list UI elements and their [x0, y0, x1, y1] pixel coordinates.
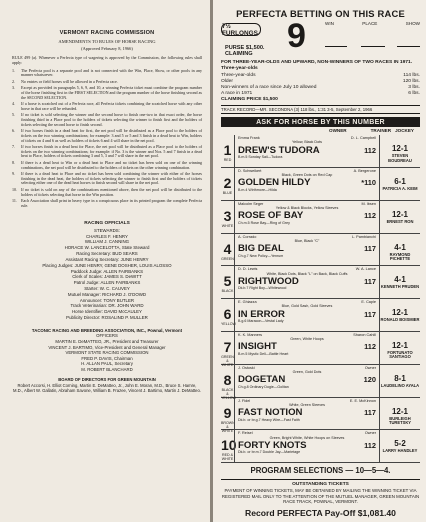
- post-number: 10: [221, 437, 237, 454]
- entries-list: [221, 135, 420, 463]
- owner-name: E. Ghiazza: [238, 300, 257, 305]
- weight-value: 120 lbs.: [402, 78, 420, 84]
- official-line: HORACE W. LANCELOTTA, State Steward: [64, 245, 150, 251]
- saddle-cloth-color: BLACK: [221, 289, 234, 294]
- post-position: [221, 201, 234, 233]
- silks-description: Green, White Hoops: [290, 337, 324, 342]
- horse-name: ROSE OF BAY: [238, 210, 304, 222]
- race-header: [221, 17, 420, 58]
- pedigree: Ch.m.5 Rose Bay—Ring of Grey: [238, 220, 290, 225]
- jockey-name: ERNEST RON: [386, 218, 414, 224]
- pedigree: B.m.5 Mystic Dell—Battle Heart: [238, 351, 289, 356]
- saddle-cloth-color: WHITE: [221, 223, 234, 228]
- association-line: MARTIN E. DeMATTEO, JR., President and Treasurer: [55, 338, 159, 344]
- record-payoff: [221, 508, 420, 518]
- perfecta-banner: PERFECTA BETTING ON THIS RACE: [236, 8, 405, 19]
- entry-details: [234, 201, 380, 233]
- rule-number: 9.: [12, 170, 16, 176]
- official-line: Patrol Judge: ALLEN FAIRBANKS: [73, 280, 141, 286]
- race-type: CLAIMING: [225, 51, 253, 58]
- weights-list: [221, 73, 420, 98]
- rule-item: [12, 161, 202, 171]
- weight-value: 6 lbs.: [408, 90, 420, 96]
- horse-line: [238, 342, 376, 352]
- jockey-name: STEVEN BOUDREAU: [388, 153, 412, 163]
- official-line: STEWARDS:: [94, 227, 120, 233]
- entry-details: [234, 365, 380, 397]
- horse-line: [238, 441, 376, 451]
- rule-item: [12, 188, 202, 198]
- rule-item: [12, 199, 202, 209]
- horse-name: INSIGHT: [238, 341, 277, 353]
- official-line: Assistant Racing Secretary: JUNE HENRY: [65, 256, 149, 262]
- trainer-name: Owner: [364, 365, 376, 370]
- morning-line-odds: 12-1: [391, 406, 408, 416]
- official-line: Placing Judges: JUNE HENRY, GENE DOSHER, LOUIS ALOSSO: [42, 262, 172, 268]
- post-position: [221, 234, 234, 266]
- horse-weight: 117: [364, 407, 376, 417]
- outstanding-tickets: [221, 479, 420, 505]
- official-line: Paddock Judge: ALLEN FAIRBANKS: [70, 268, 144, 274]
- horse-name: DOGETAN: [238, 374, 286, 386]
- silks-description: Blue, Black "C": [294, 238, 320, 243]
- saddle-cloth-color: BROWN & WHITE: [221, 420, 235, 433]
- jockey-name: LAUDELINO AYALA: [380, 382, 420, 388]
- conditions-text: FOR THREE-YEAR-OLDS AND UPWARD, NON-WINNERS OF TWO RACES IN 1971. Three-year-olds: [221, 60, 413, 72]
- owner-name: J. Fidel: [238, 398, 251, 403]
- saddle-cloth-color: YELLOW: [221, 322, 236, 327]
- rule-text: Except as provided in paragraphs 5, 6, 9, and 10, a winning Perfecta ticket must combine the program number of the horse finishing first in the FIRST SELECTION and the program number of the horse finishing second as the SECOND SELECTION.: [21, 85, 202, 100]
- horse-name: BIG DEAL: [238, 242, 284, 254]
- morning-line-odds: 4-1: [394, 275, 406, 285]
- association-block: [12, 328, 202, 373]
- payoff-label: Record PERFECTA Pay-Off: [245, 507, 356, 518]
- pedigree: B.g.6 Maracon—Vestal Lady: [238, 319, 284, 324]
- jockey-name: PATRICIA A. KEIM: [382, 185, 418, 191]
- approved-date: (Approved February 8, 1966): [81, 46, 133, 51]
- horse-weight: 117: [364, 309, 376, 319]
- morning-line-odds: 12-1: [391, 144, 408, 154]
- jockey-name: BURLEIGH TURETSKY: [388, 415, 412, 426]
- saddle-cloth-color: RED: [223, 158, 232, 163]
- rule-number: 2.: [12, 78, 16, 84]
- official-line: Horse Identifier: DAVID McCAULEY: [72, 309, 142, 315]
- entry-details: [234, 398, 380, 430]
- directors-names: Robert Accorsi, H. Elliot Corning, Martin E. DeMatteo, Jr., John E. Moran, M.D., Bruce S. Hamre, M.D., Albert W. Gallatin, Abraham Savone, William B. Frazee, Vincent J. Bartimo, Martin J. DeMatteo.: [13, 382, 201, 394]
- rule-text: If there is a dead heat to Win or a dead heat to Place and no ticket has been sold on one of the winning combinations, the net pool will be distributed to the holders of tickets on the other winning combination.: [21, 159, 202, 170]
- jockey-block: [380, 299, 420, 331]
- trainer-name: E. Caple: [361, 300, 376, 305]
- outstanding-text: PAYMENT OF WINNING TICKETS, MAY BE OBTAINED BY MAILING THE WINNING TICKET VIA REGISTERED MAIL ONLY TO THE ATTENTION OF THE MUTUEL MANAGER, GREEN MOUNTAIN RACE TRACK, POWNAL, VERMONT.: [221, 488, 420, 505]
- horse-weight: 112: [364, 145, 376, 155]
- entry-details: [234, 332, 380, 364]
- post-number: 4: [223, 240, 232, 257]
- post-number: 2: [223, 174, 232, 191]
- trainer-column-header: TRAINER: [370, 128, 392, 134]
- official-line: WILLIAM J. CANNING: [84, 239, 130, 245]
- association-line: VERMONT STATE RACING COMMISSION: [65, 350, 149, 356]
- rule-item: [12, 80, 202, 85]
- column-headers: [221, 128, 420, 135]
- rule-number: 8.: [12, 159, 16, 165]
- horse-weight: 117: [364, 243, 376, 253]
- rule-number: 3.: [12, 85, 16, 91]
- program-selections: PROGRAM SELECTIONS — 10—5—4.: [250, 466, 391, 476]
- entry-details: [234, 299, 380, 331]
- silks-description: White, Black Dots, Black "L" on Back, Black Cuffs: [266, 271, 348, 276]
- association-officers: [12, 333, 202, 372]
- post-number: 1: [223, 142, 232, 159]
- post-position: [221, 266, 234, 298]
- horse-weight: 117: [364, 276, 376, 286]
- owner-name: D. D. Lewis: [238, 267, 258, 272]
- trainer-name: Owner: [364, 431, 376, 436]
- association-line: VINCENT J. BARTIMO, Vice-President and General Manager: [48, 344, 166, 350]
- weight-label: Three-year-olds: [221, 72, 256, 78]
- racing-officials: [12, 221, 202, 321]
- official-line: Racing Secretary: BUD SEARS: [76, 251, 138, 257]
- post-number: 3: [223, 207, 232, 224]
- win-place-show-header: [325, 21, 420, 26]
- jockey-block: [380, 168, 420, 200]
- owner-name: A. Corrado: [238, 234, 257, 239]
- morning-line-odds: 8-1: [394, 373, 406, 383]
- horse-line: [238, 310, 376, 320]
- entry-details: [234, 234, 380, 266]
- ask-for-horse-bar: ASK FOR HORSE BY THIS NUMBER: [221, 117, 420, 127]
- entry-row: [221, 398, 420, 431]
- rule-number: 10.: [12, 186, 18, 192]
- rule-number: 11.: [12, 197, 17, 203]
- trainer-name: A. Bergerone: [353, 168, 376, 173]
- entry-row: [221, 332, 420, 365]
- horse-name: FORTY KNOTS: [238, 439, 307, 451]
- pedigree: Ch.g.8 Ordinary Dogie—Golitan: [238, 384, 289, 389]
- entry-row: [221, 135, 420, 168]
- association-line: OFFICERS: [96, 333, 118, 339]
- jockey-block: [380, 398, 420, 430]
- official-line: Publicity Director: ROSALIND P. MULLER: [66, 315, 148, 321]
- horse-name: DREW'S TUDORA: [238, 144, 320, 156]
- owner-name: F. Reisel: [238, 431, 253, 436]
- silks-description: Blue, Gold Sash, Gold Sleeves: [281, 304, 333, 309]
- owner-name: Malcolm Seger: [238, 201, 264, 206]
- weight-value: 3 lbs.: [408, 84, 420, 90]
- official-line: CHARLES F. HENRY: [86, 233, 128, 239]
- post-number: 9: [223, 404, 232, 421]
- right-page: [213, 0, 426, 522]
- trainer-name: W. A. Lance: [355, 267, 376, 272]
- post-position: [221, 332, 234, 367]
- post-number: 6: [223, 306, 232, 323]
- morning-line-odds: 6-1: [394, 176, 406, 186]
- rule-item: [12, 172, 202, 186]
- rule-item: [12, 113, 202, 127]
- horse-name: RIGHTWOOD: [238, 275, 299, 287]
- weight-value: 114 lbs.: [403, 72, 420, 78]
- official-line: Announcer: TONY BUTLER: [79, 297, 135, 303]
- place-write-line: [361, 27, 385, 47]
- rule-text: If no ticket is sold on any of the combinations mentioned above, then the net pool will be distributed to the holders of tickets selecting that horse in the Win position.: [21, 186, 202, 197]
- saddle-cloth-color: GREEN & WHITE: [221, 354, 234, 367]
- horse-name: FAST NOTION: [238, 406, 303, 418]
- saddle-cloth-color: BLUE: [222, 190, 233, 195]
- official-line: Starter: W. C. CAUVEY: [84, 285, 130, 291]
- rule-text: No entries or field horses will be allowed in a Perfecta race.: [21, 78, 118, 84]
- purse: PURSE $1,500.: [225, 45, 265, 51]
- horse-weight: 120: [363, 375, 376, 385]
- horse-line: [238, 375, 376, 385]
- silks-description: Yellow, Black Dots: [292, 140, 322, 145]
- horse-name: GOLDEN HILDY: [238, 177, 311, 189]
- association-line: M. ROBERT BLANCHARD: [81, 366, 133, 372]
- horse-line: [238, 277, 376, 287]
- pedigree: Ch.g.7 New Policy—Yenrum: [238, 253, 284, 258]
- owner-name: D. Schweikert: [238, 168, 262, 173]
- silks-description: Green, Gold Dots: [292, 369, 322, 374]
- saddle-cloth-color: GREEN: [221, 256, 234, 261]
- race-conditions: [221, 60, 420, 103]
- post-position: [221, 430, 237, 462]
- jockey-block: [380, 430, 420, 462]
- morning-line-odds: 12-1: [391, 308, 408, 318]
- weight-label: A race in 1971: [221, 90, 253, 96]
- rule-intro: RULE 499 (a). Whenever a Perfecta type of wagering is approved by the Commission, the following rules shall apply:: [12, 55, 202, 65]
- rule-text: If two horses finish in a dead heat for first, the net pool will be distributed as a Place pool to the holders of tickets on the two winning combinations; for example: 3 and 5 or 5 and 3 finish in a dead heat to Win, holders of tickets on 4 and 6 as well as holders of tickets 6 and 4 will share in the net pool.: [21, 128, 202, 143]
- entry-details: [234, 430, 380, 462]
- rule-number: 1.: [12, 67, 16, 73]
- owner-name: J. Ostoski: [238, 365, 255, 370]
- rule-item: [12, 102, 202, 112]
- rule-text: Each Association shall print in heavy type in a conspicuous place in its printed program the complete Perfecta rule.: [21, 197, 202, 208]
- pedigree: Dk.b. or br.m.7 Double Jay—Marietage: [238, 450, 301, 455]
- silks-description: Green, Bright White, White Hoops on Sleeves: [269, 435, 345, 440]
- rules-list: [12, 69, 202, 209]
- silks-description: White, Green Sleeves: [289, 402, 325, 407]
- pedigree: B.m.5 Sonday Sail—Tudora: [238, 155, 283, 160]
- rule-text: If a horse is scratched out of a Perfecta race, all Perfecta tickets combining the scratched horse with any other horse in that race will be refunded.: [21, 101, 202, 111]
- weight-label: Non-winners of a race since July 10 allowed: [221, 84, 317, 90]
- horse-line: [238, 178, 376, 188]
- trainer-name: D. L. Campbell: [350, 136, 376, 141]
- entry-row: [221, 365, 420, 398]
- association-heading: TACONIC RACING AND BREEDING ASSOCIATION, INC., Pownal, Vermont: [31, 327, 183, 333]
- official-line: Track Veterinarian: DR. JOHN WARD: [70, 303, 144, 309]
- entry-row: [221, 168, 420, 201]
- trainer-name: Sharon Cahill: [353, 332, 376, 337]
- entry-row: [221, 299, 420, 332]
- left-page: [0, 0, 210, 522]
- post-position: [221, 299, 234, 331]
- trainer-name: M. Ibsen: [361, 201, 376, 206]
- jockey-name: RAYMOND PICHETTE: [389, 251, 411, 262]
- rule-number: 6.: [12, 128, 16, 134]
- horse-weight: 112: [364, 342, 376, 352]
- horse-line: [238, 211, 376, 221]
- horse-weight: 112: [364, 211, 376, 221]
- rule-text: If there is a dead heat to Place and no ticket has been sold combining the winner with either of the horses finishing in the dead heat, the holders of tickets selecting the winner to finish first and the holders of tickets selecting either one of the dead heat horses to finish second will share in the net pool.: [21, 170, 202, 186]
- win-write-line: [325, 27, 347, 47]
- horse-line: [238, 408, 376, 418]
- jockey-column-header: JOCKEY: [395, 128, 414, 134]
- rule-item: [12, 129, 202, 143]
- rule-text: The Perfecta pool is a separate pool and is not connected with the Win, Place, Show, or other pools in any manner whatsoever.: [21, 67, 202, 78]
- trainer-name: L. Pambianchi: [351, 234, 376, 239]
- morning-line-odds: 5-2: [394, 439, 406, 449]
- amendments-subtitle: AMENDMENTS TO RULES OF HORSE RACING: [58, 39, 156, 44]
- morning-line-odds: 12-1: [391, 340, 408, 350]
- entry-details: [234, 135, 380, 167]
- post-position: [221, 365, 236, 400]
- jockey-block: [380, 135, 420, 167]
- jockey-name: FORTUNATO SANTIAGO: [387, 349, 413, 360]
- horse-weight: *110: [361, 178, 376, 188]
- morning-line-odds: 12-1: [391, 209, 408, 219]
- payoff-value: $1,081.40: [357, 507, 396, 518]
- official-line: Clerk of Scales: JAMES S. DeWITT: [72, 274, 142, 280]
- distance-badge: 7½ FURLONGS: [221, 23, 261, 36]
- jockey-block: [380, 234, 420, 266]
- post-position: [221, 398, 235, 433]
- entry-row: [221, 201, 420, 234]
- post-position: [221, 135, 234, 167]
- saddle-cloth-color: BLACK & YELLOW: [221, 387, 236, 400]
- track-record: TRACK RECORD—MR. SECONDNA (3) 118 lbs., 1:31 3-5, September 2, 1966: [221, 105, 420, 114]
- rule-number: 7.: [12, 143, 16, 149]
- saddle-cloth-color: RED & WHITE: [221, 453, 234, 462]
- association-line: FRED P. DAVIS, Chairman: [81, 355, 133, 361]
- directors-heading: BOARD OF DIRECTORS FOR GREEN MOUNTAIN: [58, 377, 156, 383]
- post-number: 8: [223, 371, 232, 388]
- owner-name: K. K. Manners: [238, 332, 263, 337]
- post-number: 7: [223, 338, 232, 355]
- pedigree: B.m.4 Wirthmore—Hilda: [238, 187, 277, 192]
- official-line: Mutuel Manager: RICHARD J. O'DOWD: [67, 291, 147, 297]
- weight-label: Older: [221, 78, 233, 84]
- entry-details: [234, 266, 380, 298]
- post-position: [221, 168, 234, 200]
- rule-text: If no ticket is sold selecting the winner and the second horse to finish one-two in that exact order, the horse finishing third in a Place pool to the holders of tickets selecting the winner to finish first and the holders of tickets selecting the second horse to finish second.: [21, 112, 202, 127]
- horse-weight: 112: [364, 440, 376, 450]
- jockey-block: [380, 201, 420, 233]
- win-label: WIN: [325, 21, 334, 26]
- show-label: SHOW: [405, 21, 420, 26]
- jockey-name: KENNETH PRUDEN: [380, 284, 420, 290]
- horse-line: [238, 146, 376, 156]
- entry-row: [221, 266, 420, 299]
- entry-row: [221, 234, 420, 267]
- rule-text: If two horses finish in a dead heat for Place, the net pool will be distributed as a Place pool to the holders of tickets on the two winning combinations; for example: if No. 3 is the winner and Nos. 5 and 7 finish in a dead heat to Place, holders of tickets combining 3 and 5, 3 and 7 will share in the net pool.: [21, 143, 202, 159]
- officials-list: [12, 228, 202, 321]
- jockey-block: [380, 266, 420, 298]
- silks-description: Yellow & Black Blocks, Yellow Sleeves: [275, 205, 339, 210]
- pedigree: Dk.b. or br.g.7 Heavy Wire—Fast Faith: [238, 417, 300, 422]
- rule-number: 4.: [12, 101, 16, 107]
- directors-block: [12, 377, 202, 393]
- jockey-block: [380, 332, 420, 364]
- pedigree: Dk.b.7 Right Boy—Whitewood: [238, 286, 287, 291]
- jockey-block: [380, 365, 420, 397]
- post-number: 5: [223, 273, 232, 290]
- horse-name: IN ERROR: [238, 308, 285, 320]
- show-write-line: [397, 27, 420, 47]
- claiming-price: CLAIMING PRICE $1,500: [221, 97, 278, 103]
- commission-title: VERMONT RACING COMMISSION: [59, 30, 155, 36]
- owner-name: Emma Frank: [238, 136, 260, 141]
- rule-item: [12, 69, 202, 79]
- horse-line: [238, 244, 376, 254]
- jockey-name: RONALD BOISMIER: [380, 317, 420, 323]
- association-line: H. ALLAN PAUL, Secretary: [81, 361, 133, 367]
- owner-column-header: OWNER: [329, 128, 347, 134]
- outstanding-heading: OUTSTANDING TICKETS: [292, 482, 349, 488]
- rule-item: [12, 86, 202, 100]
- race-number: 9: [287, 17, 306, 55]
- rule-item: [12, 145, 202, 159]
- rule-number: 5.: [12, 112, 16, 118]
- entry-details: [234, 168, 380, 200]
- officials-heading: RACING OFFICIALS: [84, 220, 130, 226]
- entry-row: [221, 430, 420, 463]
- jockey-name: LARRY HANDLEY: [382, 448, 418, 454]
- morning-line-odds: 4-1: [394, 242, 406, 252]
- silks-description: Black, Green Dots on Red Cap: [281, 173, 333, 178]
- trainer-name: E. E. McKinnon: [349, 398, 376, 403]
- place-label: PLACE: [362, 21, 378, 26]
